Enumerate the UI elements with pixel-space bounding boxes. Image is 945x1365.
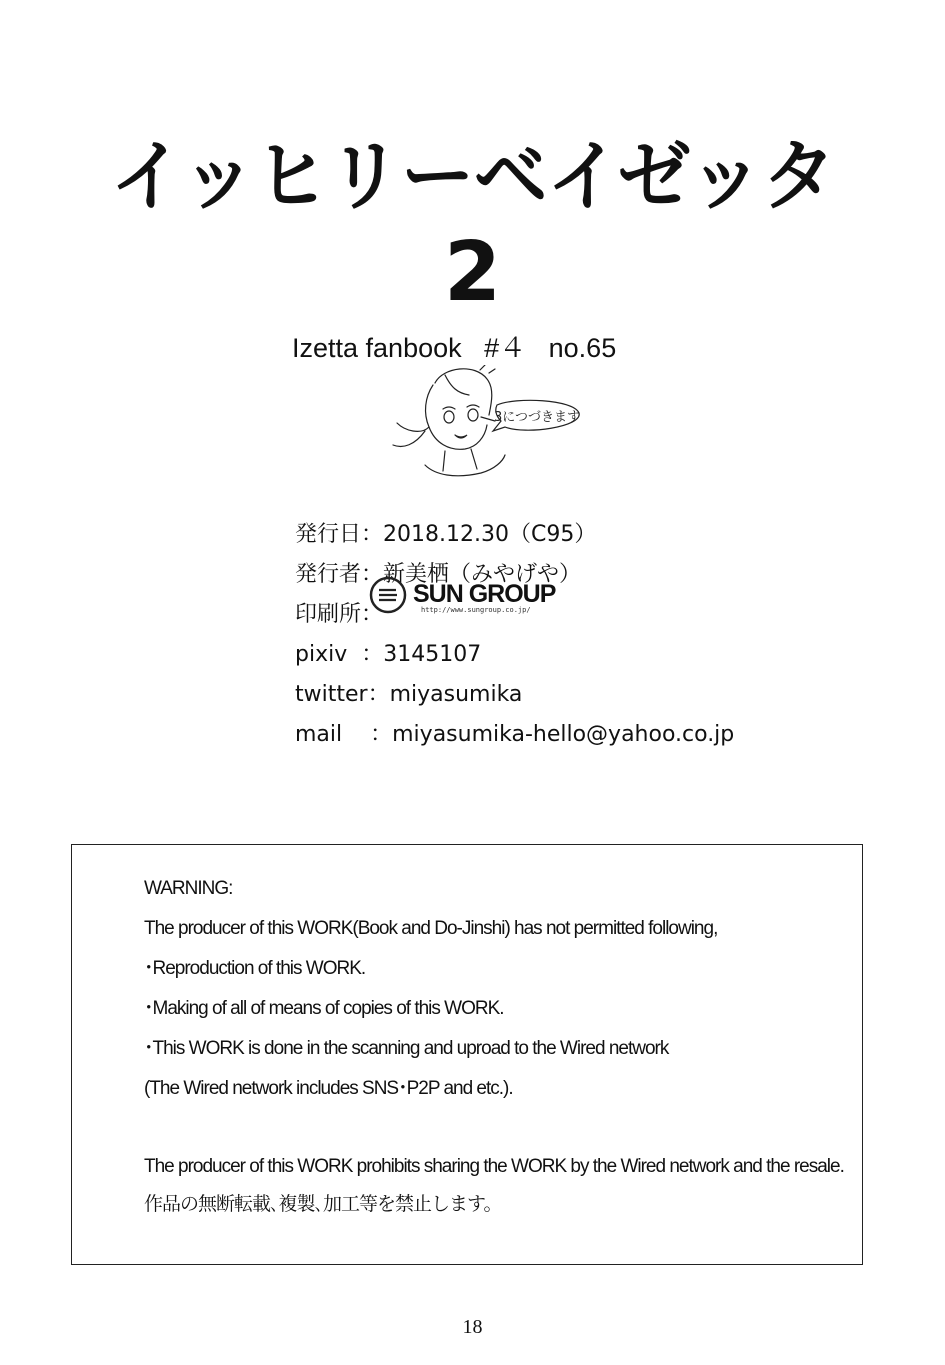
pixiv-label: pixiv ：	[295, 642, 384, 667]
warning-line: ･Reproduction of this WORK.	[144, 958, 366, 979]
character-sketch	[385, 365, 585, 490]
warning-line: (The Wired network includes SNS･P2P and etc.).	[144, 1078, 513, 1099]
printer-label: 印刷所：	[295, 602, 384, 627]
speech-bubble-text: 3につづきます	[493, 410, 581, 425]
publisher-value: 新美栖（みやげや）	[383, 562, 582, 587]
warning-line: The producer of this WORK(Book and Do-Jinshi) has not permitted following,	[144, 918, 718, 939]
publisher-label: 発行者：	[295, 562, 384, 587]
pixiv-row	[281, 622, 481, 666]
published-label: 発行日：	[295, 522, 384, 547]
mail-label: mail ：	[295, 722, 393, 747]
published-row	[281, 502, 596, 546]
logo-text: SUN GROUP	[413, 580, 556, 608]
twitter-value: miyasumika	[389, 682, 523, 707]
subtitle: Izetta fanbook #４ no.65	[292, 333, 617, 363]
twitter-label: twitter：	[295, 682, 390, 707]
printer-row	[281, 582, 383, 626]
published-value: 2018.12.30（C95）	[383, 522, 597, 547]
warning-line: The producer of this WORK prohibits sharing the WORK by the Wired network and the resale.	[144, 1156, 844, 1177]
page-number: 18	[462, 1316, 483, 1338]
warning-line: ･Making of all of means of copies of this WORK.	[144, 998, 504, 1019]
volume-number: 2	[443, 225, 502, 320]
twitter-row	[281, 662, 522, 706]
warning-line-japanese: 作品の無断転載､複製､加工等を禁止します。	[144, 1194, 502, 1215]
warning-box	[71, 844, 863, 1265]
book-title: イッヒリーベイゼッタ	[110, 131, 835, 223]
mail-value: miyasumika-hello@yahoo.co.jp	[392, 722, 735, 747]
warning-line: ･This WORK is done in the scanning and uproad to the Wired network	[144, 1038, 669, 1059]
warning-heading: WARNING:	[144, 878, 233, 899]
pixiv-value: 3145107	[383, 642, 482, 667]
sun-group-logo	[369, 575, 579, 615]
mail-row	[281, 702, 734, 746]
logo-url: http://www.sungroup.co.jp/	[421, 606, 531, 614]
